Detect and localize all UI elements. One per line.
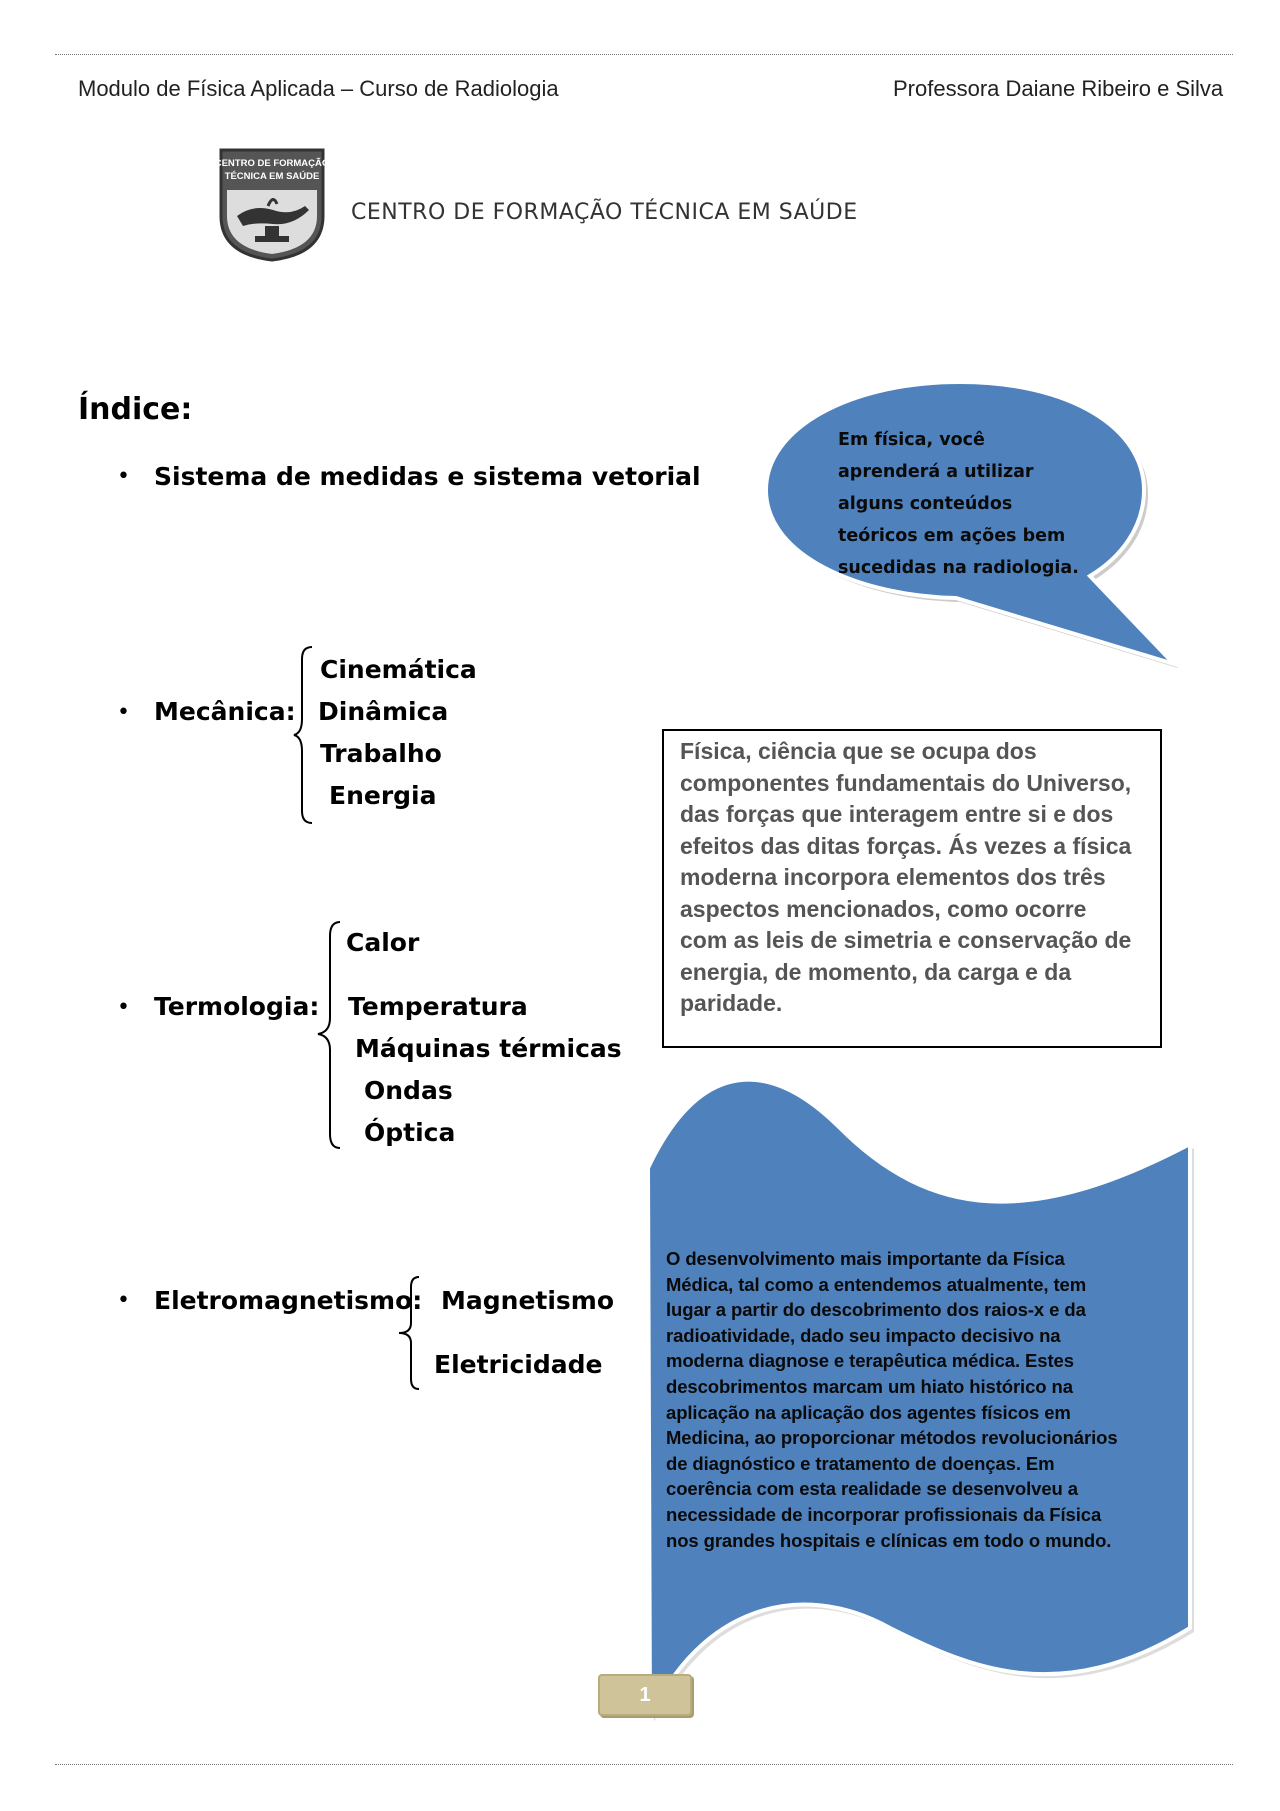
bullet-dot: • — [117, 464, 130, 489]
bullet-dot: • — [117, 995, 130, 1020]
speech-bubble-text: Em física, você aprenderá a utilizar alguns conteúdos teóricos em ações bem sucedidas na radiologia. — [838, 430, 1079, 578]
eletro-item: Eletricidade — [434, 1350, 603, 1379]
mecanica-item: Cinemática — [320, 655, 477, 684]
brace-termologia — [314, 920, 344, 1150]
index-item-sistema: Sistema de medidas e sistema vetorial — [154, 462, 701, 491]
page-number: 1 — [598, 1674, 692, 1716]
termologia-item: Ondas — [364, 1076, 453, 1105]
index-title: Índice: — [78, 392, 193, 427]
bullet-dot: • — [117, 1288, 130, 1313]
header-left: Modulo de Física Aplicada – Curso de Radiologia — [78, 76, 559, 101]
institution-title: CENTRO DE FORMAÇÃO TÉCNICA EM SAÚDE — [351, 200, 858, 225]
bullet-dot: • — [117, 700, 130, 725]
termologia-item: Temperatura — [348, 992, 528, 1021]
mecanica-item: Trabalho — [320, 739, 442, 768]
bottom-rule — [55, 1764, 1233, 1765]
svg-text:TÉCNICA EM SAÚDE: TÉCNICA EM SAÚDE — [224, 171, 320, 182]
top-rule — [55, 54, 1233, 55]
brace-eletromagnetismo — [397, 1275, 423, 1391]
eletro-item: Magnetismo — [441, 1286, 615, 1315]
mecanica-item: Energia — [329, 781, 437, 810]
index-item-termologia: Termologia: — [154, 992, 320, 1021]
termologia-item: Calor — [346, 928, 420, 957]
institution-logo — [213, 146, 331, 264]
index-item-mecanica: Mecânica: — [154, 697, 296, 726]
termologia-item: Óptica — [364, 1118, 456, 1147]
header-right: Professora Daiane Ribeiro e Silva — [893, 76, 1224, 101]
brace-mecanica — [292, 645, 316, 825]
mecanica-item: Dinâmica — [318, 697, 449, 726]
svg-text:CENTRO DE FORMAÇÃO: CENTRO DE FORMAÇÃO — [214, 158, 330, 169]
termologia-item: Máquinas térmicas — [355, 1034, 622, 1063]
index-item-eletromagnetismo: Eletromagnetismo: — [154, 1286, 423, 1315]
wave-banner-text: O desenvolvimento mais importante da Física Médica, tal como a entendemos atualmente, tem lugar a partir do descobrimento dos raios-x e da radioatividade, dado seu impacto decisivo na moderna diagnose e terapêutica médica. Estes descobrimentos marcam um hiato histórico na aplicação na aplicação dos agentes físicos em Medicina, ao proporcionar métodos revolucionários de diagnóstico e tratamento de doenças. Em coerência com esta realidade se desenvolveu a necessidade de incorporar profissionais da Física nos grandes hospitais e clínicas em todo o mundo. — [666, 1248, 1118, 1551]
definition-text: Física, ciência que se ocupa dos componentes fundamentais do Universo, das forças que interagem entre si e dos efeitos das ditas forças. Ás vezes a física moderna incorpora elementos dos três aspectos mencionados, como ocorre com as leis de simetria e conservação de energia, de momento, da carga e da paridade. — [680, 738, 1132, 1016]
